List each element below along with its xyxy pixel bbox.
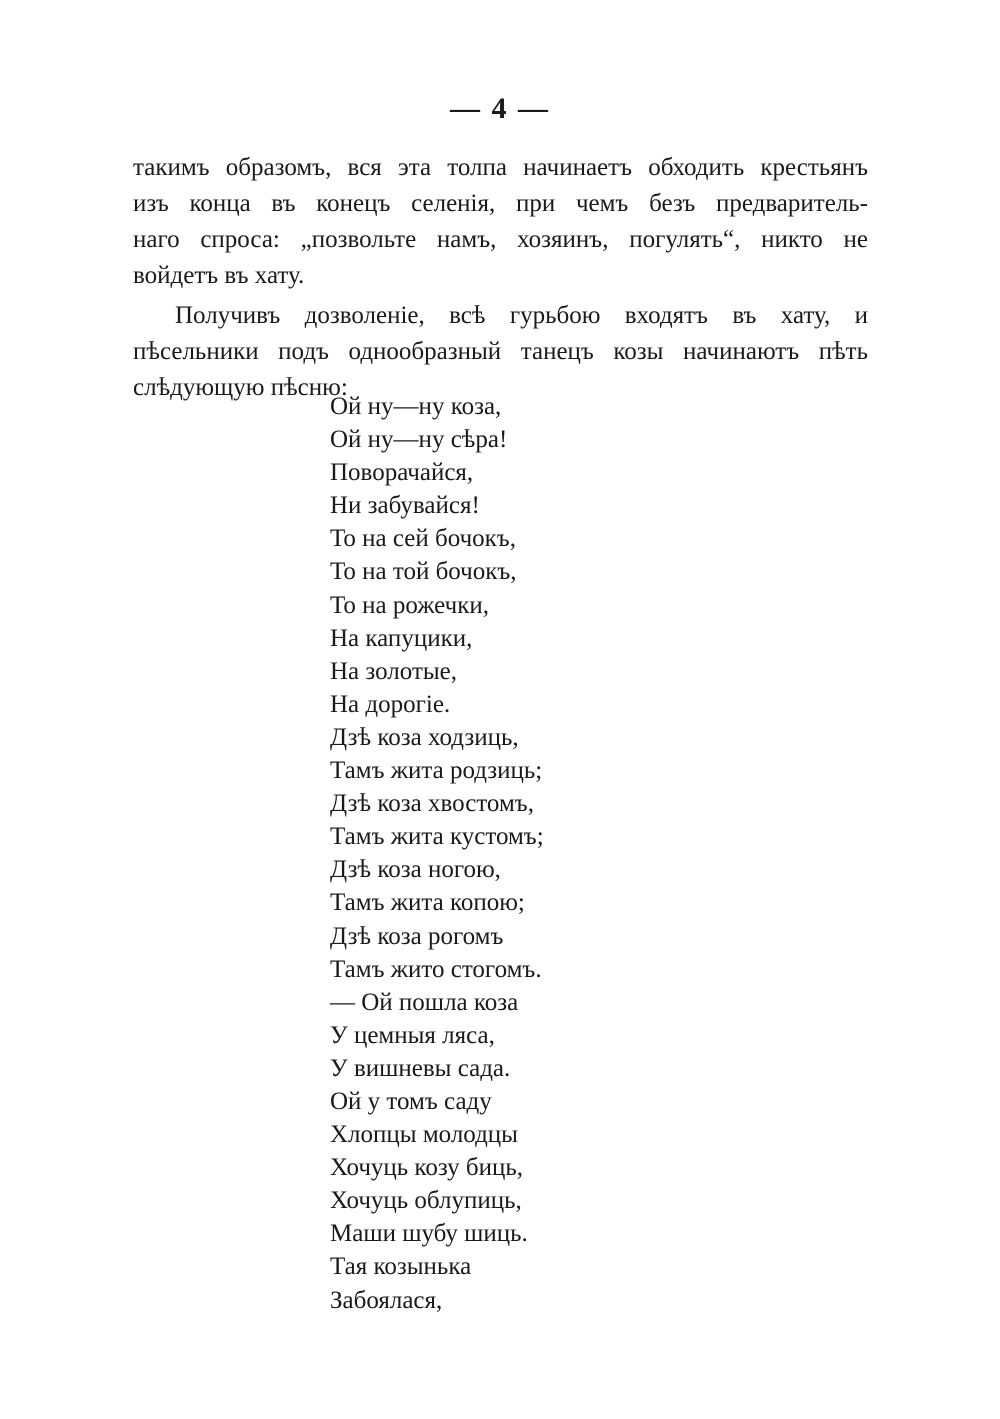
verse-line: Дзѣ коза ходзиць,: [330, 723, 519, 751]
verse-line: То на сей бочокъ,: [330, 525, 516, 553]
verse-line: То на рожечки,: [330, 591, 490, 619]
verse-line: Маши шубу шиць.: [330, 1220, 528, 1248]
verse-line: Ой ну—ну сѣра!: [330, 426, 508, 454]
verse-line: На дорогіе.: [330, 690, 451, 718]
verse-line: — Ой пошла коза: [330, 988, 519, 1016]
page-number: — 4 —: [450, 92, 550, 125]
verse-line: То на той бочокъ,: [330, 558, 517, 586]
poem-verse: [330, 390, 544, 1317]
verse-line: На капуцики,: [330, 624, 473, 652]
verse-line: Хочуць облупиць,: [330, 1187, 522, 1215]
prose-text: [133, 150, 868, 406]
verse-line: Тамъ жита кустомъ;: [330, 823, 544, 851]
text-line: пѣсельники подъ однообразный танецъ козы начинаютъ пѣть: [133, 338, 868, 365]
text-line: войдетъ въ хату.: [133, 262, 305, 289]
paragraph-1: [133, 150, 868, 294]
verse-line: Забоялася,: [330, 1286, 443, 1314]
verse-line: Тамъ жито стогомъ.: [330, 955, 542, 983]
verse-line: Ой ну—ну коза,: [330, 393, 502, 420]
verse-line: Дзѣ коза рогомъ: [330, 922, 504, 950]
text-line: наго спроса: „позвольте намъ, хозяинъ, погулять“, никто не: [133, 226, 868, 253]
verse-line: У цемныя ляса,: [330, 1021, 495, 1049]
verse-line: На золотые,: [330, 657, 458, 685]
verse-line: Тамъ жита копою;: [330, 889, 525, 917]
text-line: такимъ образомъ, вся эта толпа начинаетъ обходить крестьянъ: [133, 154, 868, 181]
verse-line: Дзѣ коза ногою,: [330, 856, 501, 884]
verse-line: Ой у томъ саду: [330, 1087, 492, 1115]
text-line: Получивъ дозволеніе, всѣ гурьбою входятъ въ хату, и: [175, 302, 868, 329]
verse-line: У вишневы сада.: [330, 1054, 511, 1082]
verse-line: Тамъ жита родзиць;: [330, 757, 543, 785]
verse-line: Дзѣ коза хвостомъ,: [330, 790, 534, 818]
verse-line: Хлопцы молодцы: [330, 1121, 518, 1149]
verse-line: Хочуць козу биць,: [330, 1154, 524, 1182]
verse-line: Тая козынька: [330, 1253, 472, 1281]
verse-line: Поворачайся,: [330, 459, 474, 487]
text-line: изъ конца въ конецъ селенія, при чемъ безъ предваритель-: [133, 190, 868, 217]
text-line: слѣдующую пѣсню:: [133, 374, 348, 401]
verse-line: Ни забувайся!: [330, 492, 480, 520]
